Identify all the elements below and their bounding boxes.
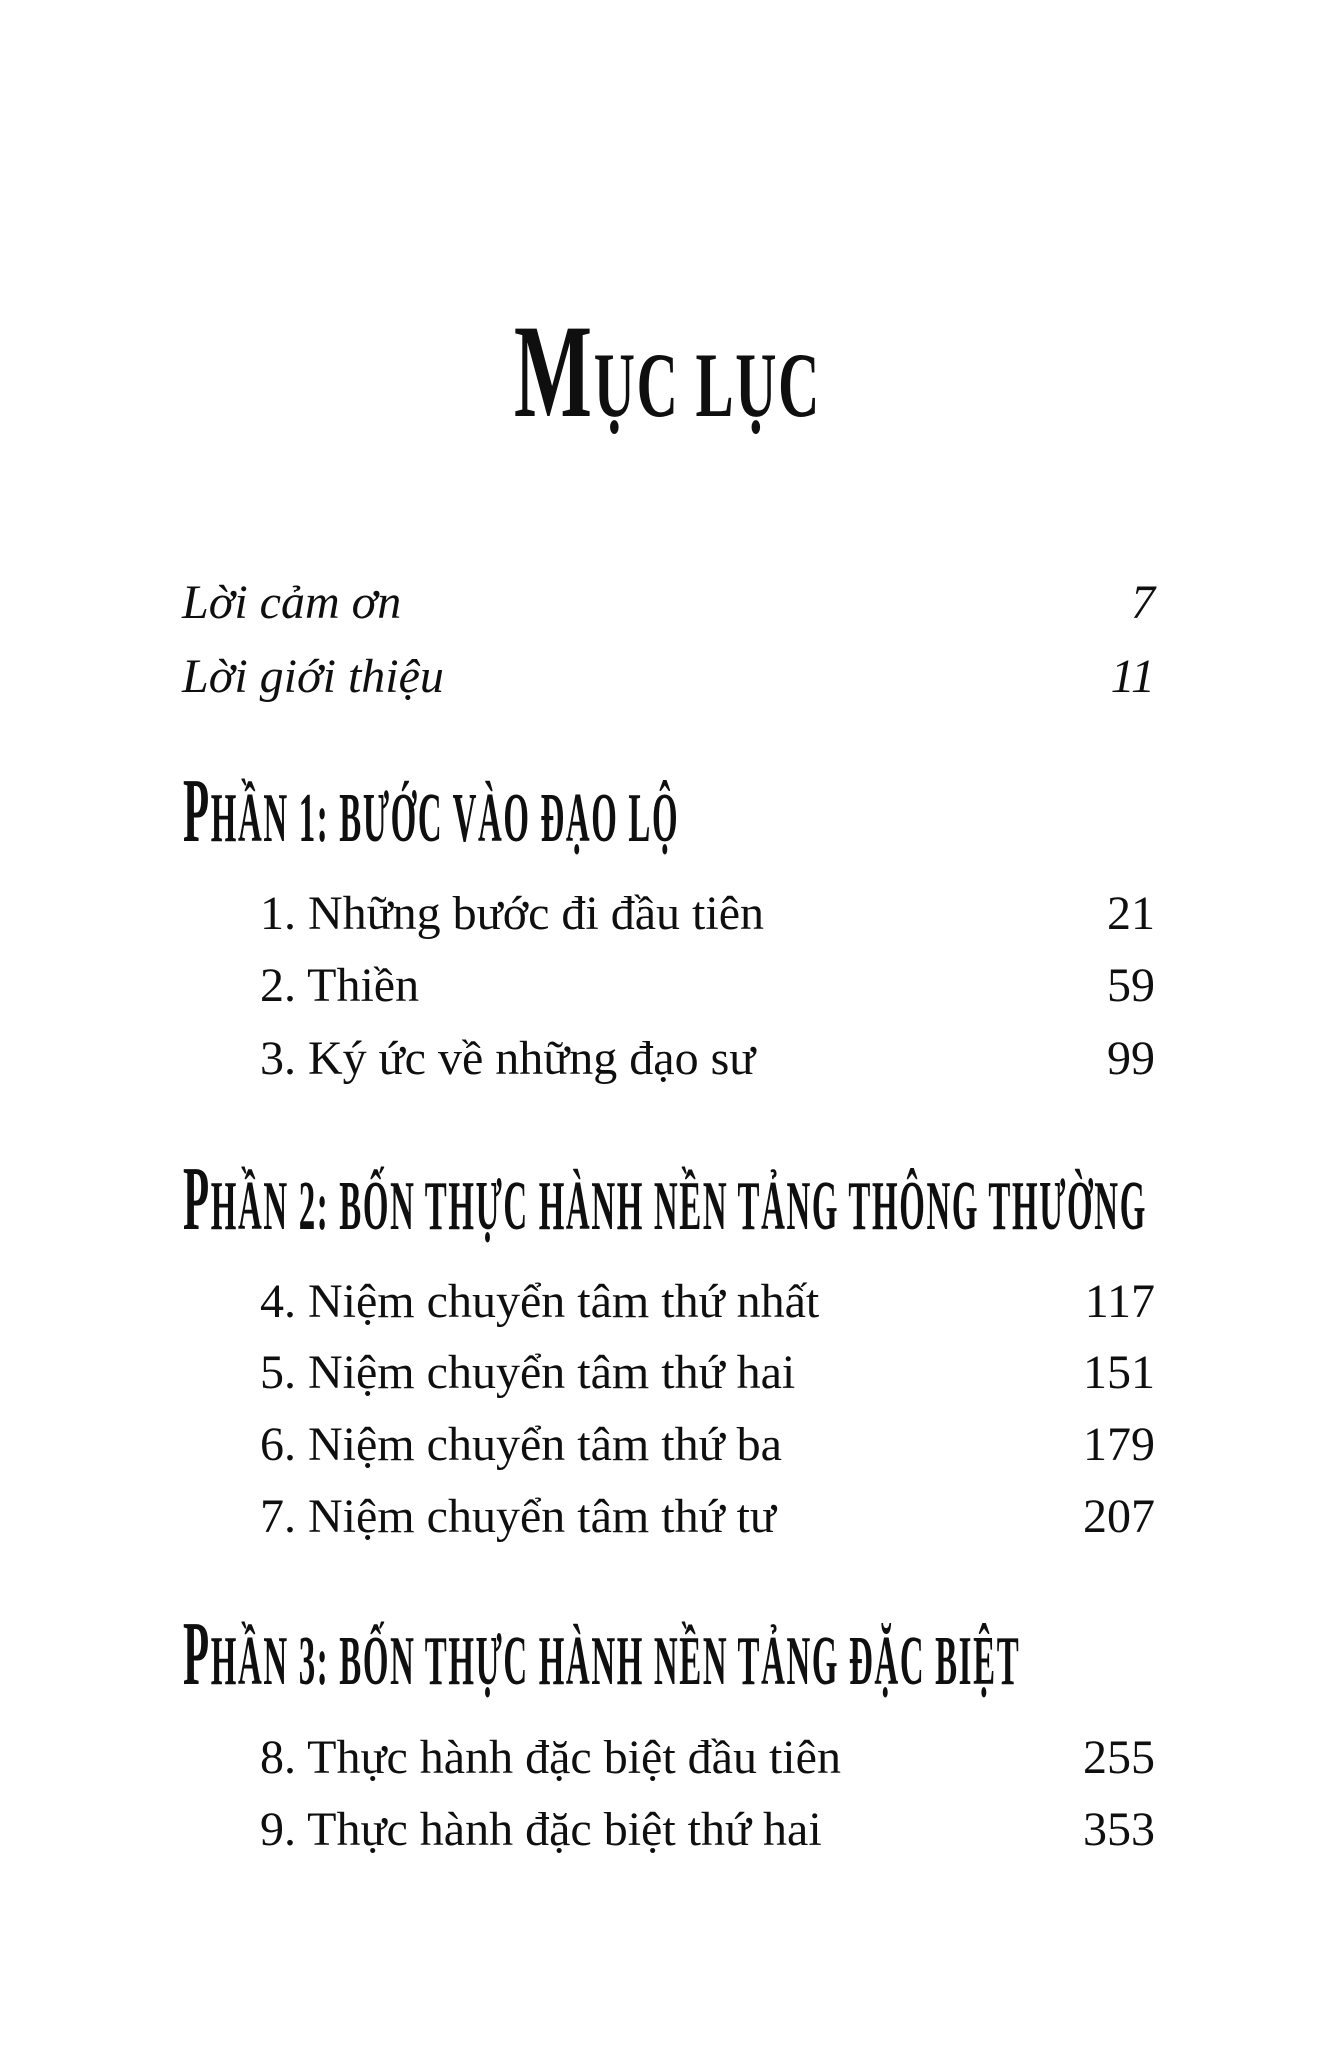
toc-entry (260, 1731, 1155, 1784)
toc-entry (260, 1275, 1155, 1328)
toc-entry-label: 1. Những bước đi đầu tiên (260, 887, 764, 940)
toc-entry-label: 8. Thực hành đặc biệt đầu tiên (260, 1731, 841, 1784)
toc-entry-page: 99 (1107, 1032, 1155, 1085)
toc-entry (260, 1346, 1155, 1399)
toc-entry-page: 11 (1110, 650, 1155, 703)
toc-entry-label: 7. Niệm chuyển tâm thứ tư (260, 1490, 776, 1543)
toc-entry-page: 179 (1083, 1418, 1155, 1471)
toc-entry-label: 4. Niệm chuyển tâm thứ nhất (260, 1275, 820, 1328)
toc-entry-page: 207 (1083, 1490, 1155, 1543)
toc-entry (260, 959, 1155, 1012)
toc-entry-label: 5. Niệm chuyển tâm thứ hai (260, 1346, 796, 1399)
part-heading: PHẦN 2: BỐN THỰC HÀNH NỀN TẢNG THÔNG THƯỜNG (183, 1148, 1147, 1249)
toc-entry (182, 650, 1155, 703)
toc-entry-page: 117 (1084, 1275, 1155, 1328)
toc-entry-label: 2. Thiền (260, 959, 420, 1012)
part-heading: PHẦN 3: BỐN THỰC HÀNH NỀN TẢNG ĐẶC BIỆT (183, 1603, 1021, 1704)
toc-entry (260, 1418, 1155, 1471)
toc-entry (260, 1803, 1155, 1856)
toc-entry-page: 255 (1083, 1731, 1155, 1784)
page-title: MỤC LỤC (513, 297, 822, 445)
toc-entry-page: 353 (1083, 1803, 1155, 1856)
toc-entry-label: 6. Niệm chuyển tâm thứ ba (260, 1418, 782, 1471)
toc-entry (260, 1032, 1155, 1085)
toc-entry-page: 59 (1107, 959, 1155, 1012)
toc-entry (260, 887, 1155, 940)
toc-entry-label: 9. Thực hành đặc biệt thứ hai (260, 1803, 822, 1856)
toc-entry-page: 7 (1131, 576, 1155, 629)
toc-entry-label: Lời cảm ơn (182, 576, 402, 629)
toc-entry (182, 576, 1155, 629)
part-heading: PHẦN 1: BƯỚC VÀO ĐẠO LỘ (183, 760, 680, 861)
toc-entry-label: Lời giới thiệu (182, 650, 444, 703)
toc-entry-page: 151 (1083, 1346, 1155, 1399)
toc-entry (260, 1490, 1155, 1543)
toc-entry-label: 3. Ký ức về những đạo sư (260, 1032, 756, 1085)
toc-entry-page: 21 (1107, 887, 1155, 940)
